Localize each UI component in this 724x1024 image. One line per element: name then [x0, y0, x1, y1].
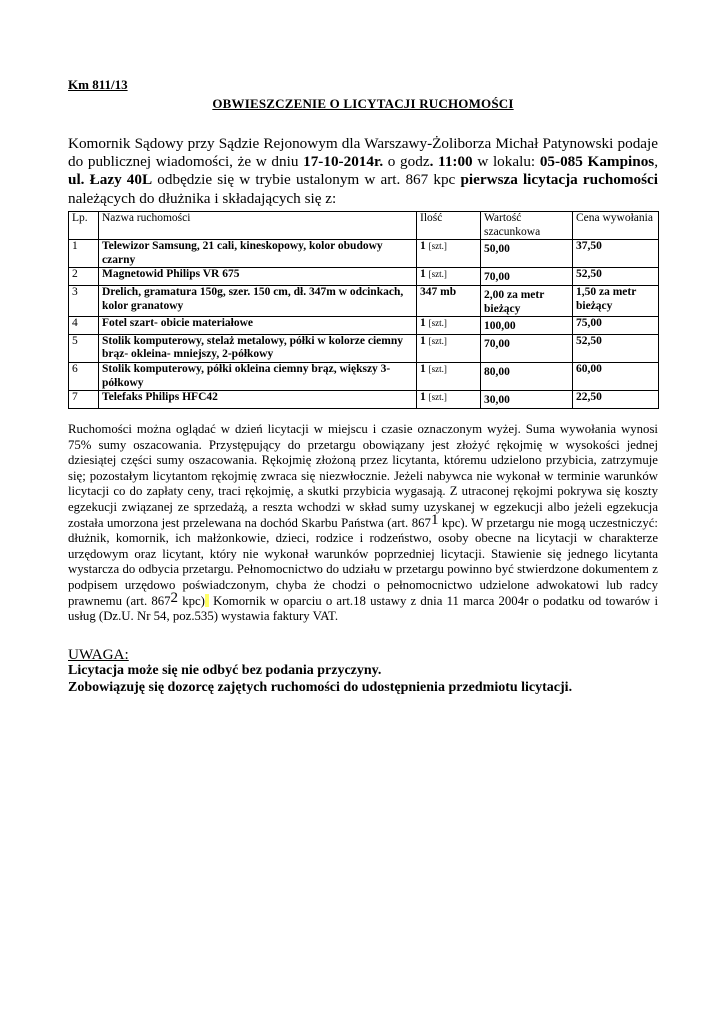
article-superscript: 1: [430, 511, 439, 528]
auction-location: 05-085 Kampinos: [539, 153, 655, 171]
qty-value: 1: [420, 334, 426, 347]
qty-unit: [szt.]: [428, 392, 447, 403]
cell-lp: 6: [69, 362, 99, 390]
case-number: Km 811/13: [68, 77, 128, 92]
cell-price: 60,00: [573, 362, 659, 390]
cell-lp: 1: [69, 240, 99, 268]
cell-lp: 2: [69, 268, 99, 286]
cell-price: 1,50 za metr bieżący: [573, 285, 659, 316]
qty-value: 1: [420, 391, 426, 404]
cell-value: 50,00: [481, 240, 573, 268]
qty-unit: [szt.]: [428, 363, 447, 374]
cell-name: Magnetowid Philips VR 675: [99, 268, 417, 286]
table-row: [69, 285, 659, 316]
cell-lp: 5: [69, 334, 99, 362]
cell-price: 22,50: [573, 391, 659, 409]
header-value: Wartość szacunkowa: [481, 212, 573, 240]
document-title: OBWIESZCZENIE O LICYTACJI RUCHOMOŚCI: [212, 96, 514, 111]
cell-qty: [417, 334, 481, 362]
header-lp: Lp.: [69, 212, 99, 240]
table-row: [69, 240, 659, 268]
warning-notes: [68, 663, 668, 696]
intro-text: odbędzie się w trybie ustalonym w art. 867 kpc: [152, 171, 461, 189]
items-table: [68, 211, 659, 409]
header-price: Cena wywołania: [573, 212, 659, 240]
cell-lp: 7: [69, 391, 99, 409]
intro-text: Komornik Sądowy przy Sądzie Rejonowym dla Warszawy-Żoliborza Michał Patynowski podaje do publicznej wiadomości, że w dniu: [68, 135, 658, 171]
qty-unit: [szt.]: [428, 269, 447, 280]
terms-text: kpc). W przetargu nie mogą uczestniczyć: dłużnik, komornik, ich małżonkowie, dzieci, rodzice i rodzeństwo, osoby obecne na licytacji w charakterze urzędowym oraz licytant, który nie wykonał warunków poprzedniej licytacji. Stawienie się jednego licytanta wystarcza do odbycia przetargu. Pełnomocnictwo do udziału w przetargu powinno być stwierdzone dokumentem z podpisem urzędowo poświadczonym, chyba że chodzi o pełnomocnictwo udzielone adwokatowi lub radcy prawnemu (art. 867: [68, 515, 658, 608]
terms-text: Ruchomości można oglądać w dzień licytacji w miejscu i czasie oznaczonym wyżej. Suma wywołania wynosi 75% sumy oszacowania. Przystępujący do przetargu obowiązany jest złożyć rękojmię w wysokości jednej dziesiątej części sumy oszacowania. Rękojmię złożoną przez licytanta, któremu udzielono przybicia, zatrzymuje się; pozostałym licytantom rękojmię zwraca się niezwłocznie. Jeżeli nabywca nie wykonał w terminie warunków licytacji co do zapłaty ceny, traci rękojmię, a skutki przybicia wygasają. Z utraconej rękojmi pokrywa się koszty egzekucji związanej ze sprzedażą, a reszta wchodzi w skład sumy uzyskanej w egzekucji albo jeżeli egzekucja została umorzona jest przelewana na dochód Skarbu Państwa (art. 867: [68, 422, 658, 530]
intro-text: należących do dłużnika i składających się z:: [68, 189, 337, 207]
cell-name: Telefaks Philips HFC42: [99, 391, 417, 409]
cell-value: 30,00: [481, 391, 573, 409]
cell-value: 100,00: [481, 317, 573, 335]
header-name: Nazwa ruchomości: [99, 212, 417, 240]
terms-text: kpc): [178, 593, 205, 608]
cell-name: Drelich, gramatura 150g, szer. 150 cm, dł. 347m w odcinkach, kolor granatowy: [99, 285, 417, 316]
table-row: [69, 362, 659, 390]
warning-line-1: Licytacja może się nie odbyć bez podania przyczyny.: [68, 663, 382, 678]
cell-qty: [417, 362, 481, 390]
cell-name: Fotel szart- obicie materiałowe: [99, 317, 417, 335]
cell-value: 70,00: [481, 268, 573, 286]
auction-time: . 11:00: [429, 153, 473, 171]
qty-unit: [szt.]: [428, 241, 447, 252]
table-row: [69, 334, 659, 362]
cell-price: 52,50: [573, 268, 659, 286]
vat-text: Komornik w oparciu o art.18 ustawy z dnia 11 marca 2004r o podatku od towarów i usług (Dz.U. Nr 54, poz.535) wystawia faktury VAT.: [68, 593, 658, 624]
intro-text: w lokalu:: [472, 153, 540, 171]
qty-value: 1: [420, 268, 426, 281]
cell-qty: [417, 285, 481, 316]
cell-value: 2,00 za metr bieżący: [481, 285, 573, 316]
table-row: [69, 268, 659, 286]
qty-unit: [szt.]: [428, 318, 447, 329]
header-qty: Ilość: [417, 212, 481, 240]
cell-qty: [417, 391, 481, 409]
cell-name: Stolik komputerowy, stelaż metalowy, półki w kolorze ciemny brąz- okleina- mniejszy, 2-półkowy: [99, 334, 417, 362]
terms-paragraph: [68, 422, 658, 625]
table-header-row: [69, 212, 659, 240]
cell-price: 37,50: [573, 240, 659, 268]
auction-date: 17-10-2014r.: [303, 153, 384, 171]
qty-unit: [szt.]: [428, 335, 447, 346]
warning-line-2: Zobowiązuję się dozorcę zajętych ruchomości do udostępnienia przedmiotu licytacji.: [68, 679, 573, 695]
cell-price: 52,50: [573, 334, 659, 362]
qty-value: 1: [420, 362, 426, 375]
intro-paragraph: [68, 135, 658, 208]
cell-value: 80,00: [481, 362, 573, 390]
cell-name: Stolik komputerowy, półki okleina ciemny brąz, większy 3- półkowy: [99, 362, 417, 390]
auction-street: ul. Łazy 40L: [68, 171, 153, 189]
cell-value: 70,00: [481, 334, 573, 362]
qty-value: 347 mb: [420, 285, 457, 298]
cell-qty: [417, 268, 481, 286]
cell-qty: [417, 317, 481, 335]
auction-type: pierwsza licytacja ruchomości: [460, 171, 659, 189]
table-row: [69, 317, 659, 335]
intro-text: ,: [654, 153, 658, 171]
cell-lp: 4: [69, 317, 99, 335]
table-row: [69, 391, 659, 409]
qty-value: 1: [420, 317, 426, 330]
article-superscript: 2: [170, 589, 179, 606]
qty-value: 1: [420, 240, 426, 253]
warning-heading: UWAGA:: [68, 646, 129, 663]
intro-text: o godz: [383, 153, 430, 171]
cell-name: Telewizor Samsung, 21 cali, kineskopowy, kolor obudowy czarny: [99, 240, 417, 268]
cell-qty: [417, 240, 481, 268]
cell-lp: 3: [69, 285, 99, 316]
cell-price: 75,00: [573, 317, 659, 335]
